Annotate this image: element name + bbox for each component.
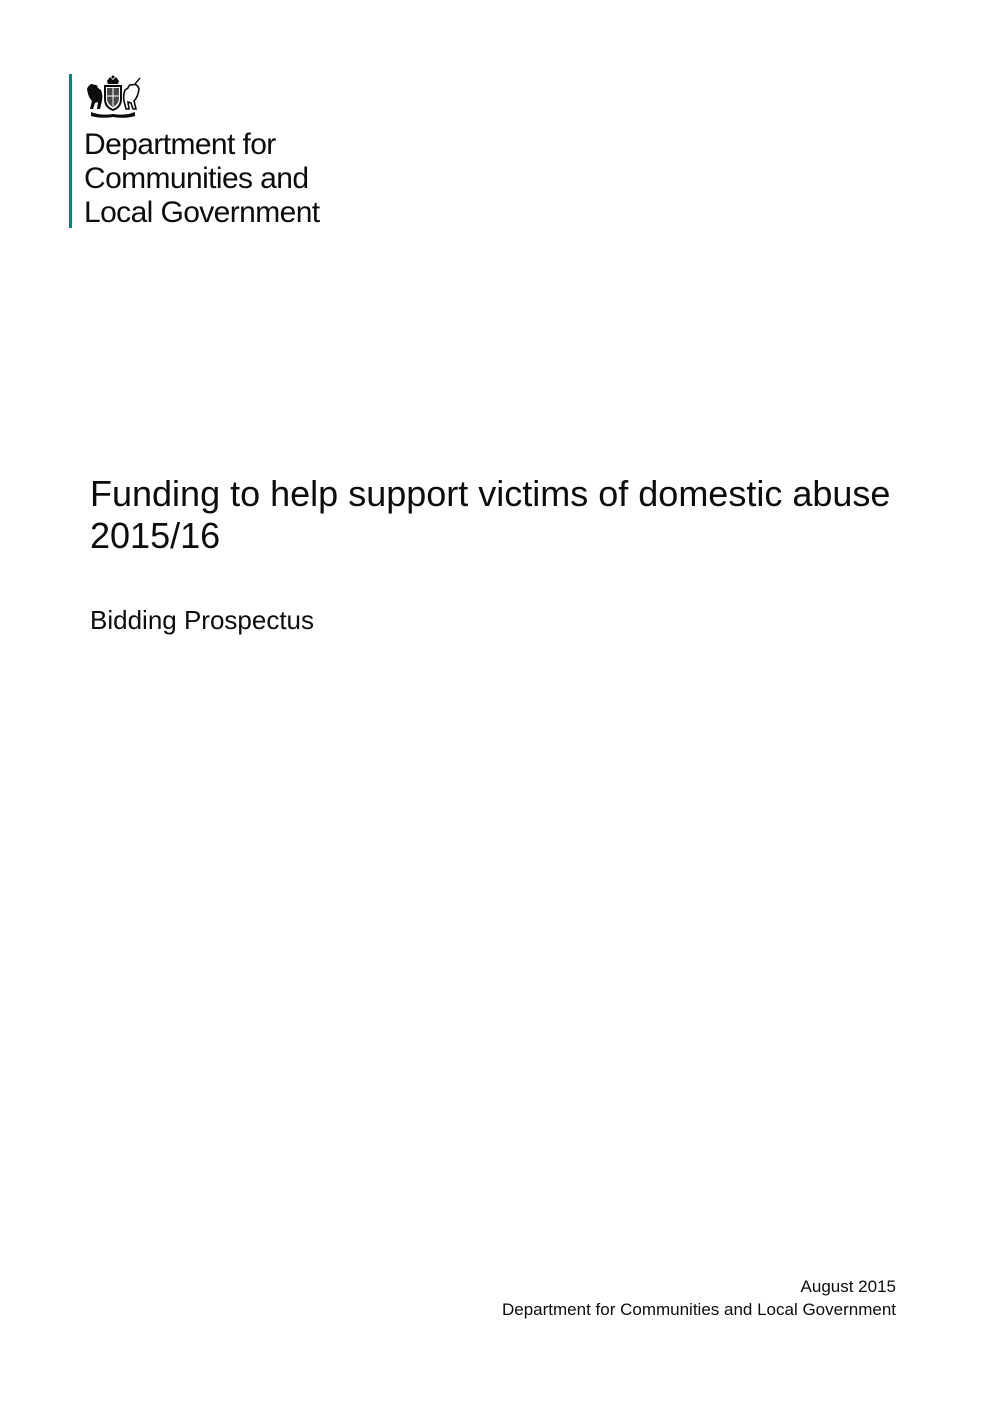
publication-date: August 2015 xyxy=(800,1277,896,1296)
department-name xyxy=(84,128,320,230)
department-name-line: Communities and xyxy=(84,162,309,195)
royal-coat-of-arms-icon xyxy=(83,75,143,119)
document-title: Funding to help support victims of domestic abuse 2015/16 xyxy=(90,473,891,556)
department-name-line: Local Government xyxy=(84,196,320,229)
department-logo xyxy=(69,74,369,228)
document-subtitle: Bidding Prospectus xyxy=(90,605,315,635)
publisher-name: Department for Communities and Local Government xyxy=(501,1300,896,1319)
document-footer xyxy=(502,1275,896,1321)
department-name-line: Department for xyxy=(84,128,276,161)
logo-accent-rule xyxy=(69,74,72,228)
